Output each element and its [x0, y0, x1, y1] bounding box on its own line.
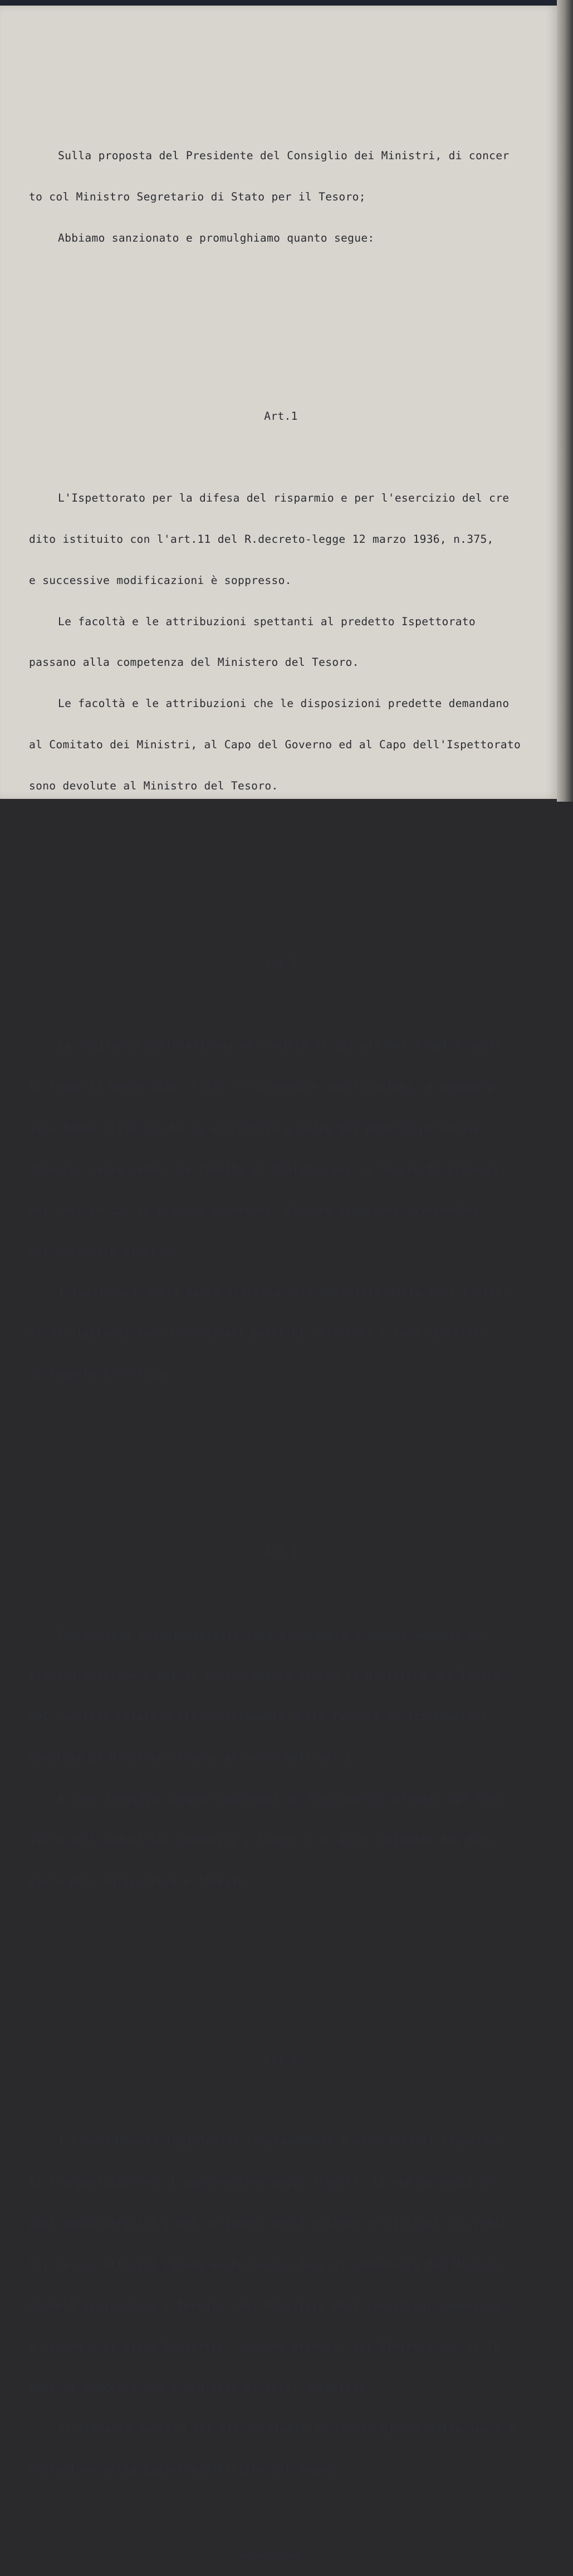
article-line: al Comitato dei Ministri, al Capo del Governo ed al Capo dell'Ispettorato: [29, 738, 521, 751]
article-line: dito istituito con l'art.11 del R.decreto-legge 12 marzo 1936, n.375,: [29, 533, 494, 546]
article-line: alla Banca d'Italia che la eserciterà a mezzo del proprio personale: [29, 1121, 481, 1135]
article-line: ro dell'agricoltura e foreste, del Ministero dell'industria, commercio: [29, 2299, 501, 2312]
article-heading: Art.3: [264, 1545, 298, 1559]
article-line: passano alla competenza del Ministero del Tesoro.: [29, 656, 359, 669]
article-line: sono devolute al Ministro del Tesoro.: [29, 779, 278, 792]
article-heading: Art.4: [264, 2052, 298, 2065]
article-4: [29, 2025, 550, 2505]
article-line: I funzionari della Banca d'Italia nell'esercizio delle loro funzio-: [58, 1285, 510, 1299]
preamble-line: Abbiamo sanzionato e promulghiamo quanto segue:: [58, 231, 375, 244]
article-heading: Art.2: [264, 957, 298, 970]
article-line: La vigilanza sulle Aziende di credito di cui all'art.5 del R.decre-: [58, 1039, 510, 1052]
article-line: nei casi in cui lo riterrà opportuno, dirette ispezioni avvalendosi: [29, 1204, 481, 1217]
article-line: del personale proprio.: [29, 1244, 178, 1258]
article-line: L'Ispettorato per la difesa del risparmio e per l'esercizio del cre: [58, 492, 510, 505]
article-line: l'organizzazione e per il funzionamento presso il Ministero del Tesoro: [29, 1669, 501, 1682]
article-2: [29, 930, 550, 1409]
article-line: Il presente decreto entrerà in vigore lo stesso giorno della sua pub: [58, 2422, 516, 2435]
document-body: [29, 95, 550, 2576]
article-line: e lavoro o di altri Ministeri, saranno promossi dal Ministro per il Te-: [29, 2340, 507, 2353]
closing-rule: =========: [239, 2549, 300, 2562]
article-line: soro di concerto con i Ministri di detti dicasteri.: [29, 2381, 373, 2395]
article-1: [29, 382, 550, 820]
article-line: stero dell'agricoltura e foreste.: [29, 1875, 252, 1888]
article-line: al segreto d'ufficio.: [29, 1368, 171, 1381]
page-binding-edge: [557, 0, 573, 802]
article-line: A tale servizio saranno aggregati un funzionario delegato dal Mini-: [58, 1792, 510, 1805]
article-line: ni di vigilanza sono considerati pubblici ufficiali e sono vincolati: [29, 1327, 487, 1340]
article-line: del servizio relativo all'espletamento delle facoltà ed attribuzioni: [29, 1710, 487, 1724]
article-line: Le facoltà e le attribuzioni spettanti al predetto Ispettorato: [58, 615, 476, 628]
preamble: [29, 122, 550, 273]
scan-top-border: [0, 0, 573, 6]
article-line: blicazione nella Gazzetta Ufficiale del Regno.: [29, 2463, 339, 2476]
article-line: stero dell'industria, commercio e lavoro e un altro delegato dal Mini-: [29, 1833, 501, 1847]
article-3: [29, 1519, 550, 1916]
article-line: devolute al Ministero stesso ai sensi dell'art.1.: [29, 1751, 359, 1764]
article-line: I provvedimenti legislativi regolamentari e ministeriali riguardan-: [58, 2135, 510, 2148]
article-line: Con decreti Luogotenenziali sarà provveduto a quanto occorra per: [58, 1628, 489, 1641]
article-line: e successive modificazioni è soppresso.: [29, 573, 292, 587]
article-line: ti l'organizzazione, l'approvazione degli statuti, la nomina degli or-: [29, 2176, 501, 2189]
article-line: to-legge 12 marzo 1936, n.375, e successive modificazioni, è delegata: [29, 1080, 494, 1093]
article-line: tecnico, salva sempre la facoltà al Ministro per il Tesoro di disporre,: [29, 1162, 507, 1176]
preamble-line: to col Ministro Segretario di Stato per il Tesoro;: [29, 190, 366, 204]
article-line: to, la cui attività ricada anche nella sfera di competenza del Ministe-: [29, 2258, 507, 2271]
preamble-line: Sulla proposta del Presidente del Consiglio dei Ministri, di concer: [58, 149, 510, 163]
article-line: gani amministrativi e dei dirigenti delle aziende ed istituti di credi-: [29, 2217, 507, 2230]
article-heading: Art.1: [264, 409, 298, 423]
article-line: Le facoltà e le attribuzioni che le disposizioni predette demandano: [58, 697, 510, 710]
